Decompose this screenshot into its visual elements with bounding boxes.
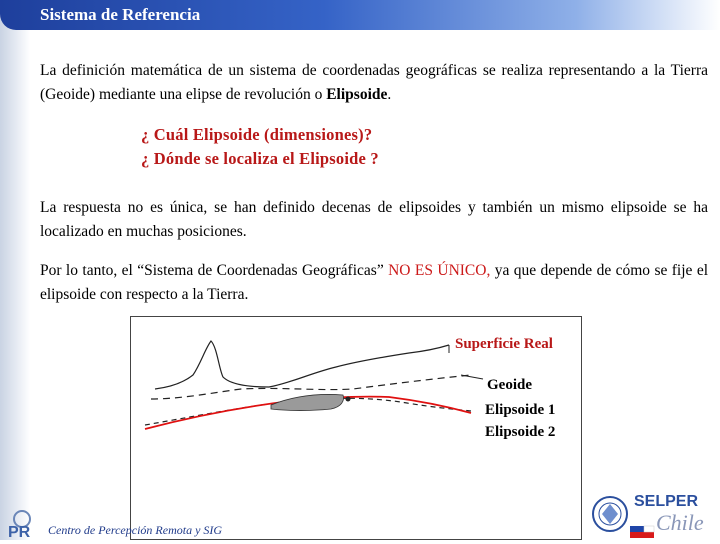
contact-point bbox=[346, 397, 351, 402]
intro-bold-word: Elipsoide bbox=[326, 86, 388, 103]
leader-geoid bbox=[461, 375, 483, 379]
conclusion-text: Por lo tanto, el “Sistema de Coordenadas Geográficas” bbox=[40, 262, 389, 279]
intro-paragraph bbox=[40, 59, 708, 107]
label-ellipsoid-2: Elipsoide 2 bbox=[485, 424, 556, 440]
svg-text:PR: PR bbox=[8, 524, 31, 540]
conclusion-highlight: NO ES ÚNICO, bbox=[388, 262, 491, 279]
conclusion-paragraph bbox=[40, 259, 708, 307]
title-bar bbox=[0, 0, 720, 30]
selper-logo-title: SELPER bbox=[634, 493, 699, 510]
left-decor-bar bbox=[0, 0, 30, 540]
footer-text: Centro de Percepción Remota y SIG bbox=[48, 523, 223, 537]
question-2: ¿ Dónde se localiza el Elipsoide ? bbox=[141, 149, 379, 168]
conclusion-text-end: ya que depende de cómo se fije el elipsoide con respecto a la Tierra. bbox=[40, 262, 709, 303]
label-ellipsoid-1: Elipsoide 1 bbox=[485, 402, 556, 418]
label-geoid: Geoide bbox=[487, 377, 532, 393]
label-real-surface: Superficie Real bbox=[455, 336, 553, 352]
intro-period: . bbox=[387, 86, 392, 103]
chile-logo-script: Chile bbox=[656, 510, 704, 535]
shaded-region bbox=[271, 394, 344, 410]
crp-logo-icon bbox=[2, 505, 46, 540]
geoid-ellipsoid-figure bbox=[130, 316, 582, 540]
page-title: Sistema de Referencia bbox=[40, 5, 201, 24]
question-1: ¿ Cuál Elipsoide (dimensiones)? bbox=[141, 125, 373, 144]
intro-text: La definición matemática de un sistema de coordenadas geográficas se realiza representando a la Tierra (Geoide) mediante una elipse de revolución o bbox=[40, 62, 708, 103]
answer-paragraph: La respuesta no es única, se han definido decenas de elipsoides y también un mismo elipsoide se ha localizado en muchas posiciones. bbox=[40, 199, 708, 240]
